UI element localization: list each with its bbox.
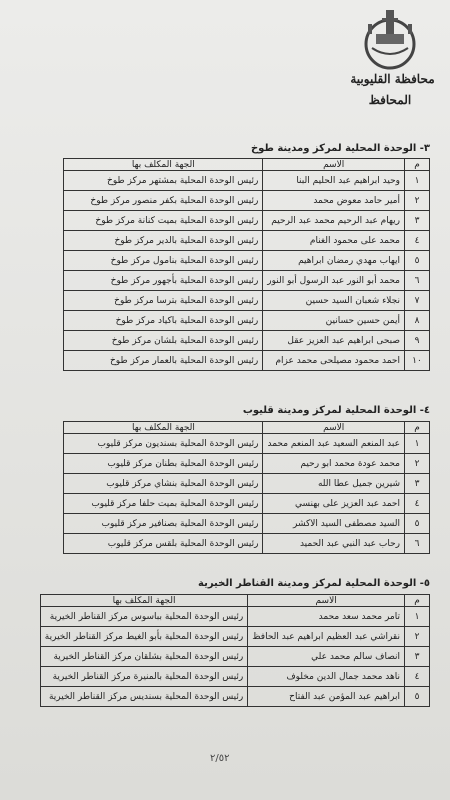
table-row [64,494,430,514]
row-number: ٣ [405,474,430,494]
row-number: ٣ [405,211,430,231]
person-name: محمد أبو النور عبد الرسول أبو النور [263,271,405,291]
row-number: ٤ [405,667,430,687]
person-name: انصاف سالم محمد علي [248,647,405,667]
header-num: م [405,595,430,607]
header-num: م [405,422,430,434]
table-row [64,311,430,331]
person-name: شيرين جميل عطا الله [263,474,405,494]
section-title-qanater: ٥- الوحدة المحلية لمركز ومدينة القناطر الخيرية [198,578,430,589]
row-number: ٣ [405,647,430,667]
assigned-entity: رئيس الوحدة المحلية بصنافير مركز قليوب [64,514,263,534]
person-name: ريهام عبد الرحيم محمد عبد الرحيم [263,211,405,231]
person-name: ناهد محمد جمال الدين مخلوف [248,667,405,687]
header-entity: الجهة المكلف بها [40,595,247,607]
assigned-entity: رئيس الوحدة المحلية بطنان مركز قليوب [64,454,263,474]
person-name: تامر محمد سعد محمد [248,607,405,627]
section-title-qalyub: ٤- الوحدة المحلية لمركز ومدينة قليوب [242,405,430,416]
table-header-row [64,422,430,434]
table-row [64,331,430,351]
row-number: ٢ [405,627,430,647]
table-row [64,291,430,311]
row-number: ١ [405,171,430,191]
person-name: ابراهيم عبد المؤمن عبد الفتاح [248,687,405,707]
governorate-logo-icon [358,4,422,72]
assigned-entity: رئيس الوحدة المحلية بالعمار مركز طوخ [64,351,263,371]
table-header-row [64,159,430,171]
assigned-entity: رئيس الوحدة المحلية بشلقان مركز القناطر الخيرية [40,647,247,667]
row-number: ٥ [405,251,430,271]
assigned-entity: رئيس الوحدة المحلية بلقس مركز قليوب [64,534,263,554]
assigned-entity: رئيس الوحدة المحلية بباسوس مركز القناطر الخيرية [40,607,247,627]
table-row [64,211,430,231]
page-number: ٢/٥٢ [210,753,230,764]
header-name: الاسم [263,422,405,434]
person-name: ايهاب مهدي رمضان ابراهيم [263,251,405,271]
person-name: احمد محمود مصيلحى محمد عزام [263,351,405,371]
table-row [40,607,429,627]
assigned-entity: رئيس الوحدة المحلية بترسا مركز طوخ [64,291,263,311]
table-row [40,687,429,707]
row-number: ٩ [405,331,430,351]
person-name: محمد على محمود الغنام [263,231,405,251]
row-number: ٨ [405,311,430,331]
person-name: رحاب عبد النبي عبد الحميد [263,534,405,554]
assigned-entity: رئيس الوحدة المحلية بلشان مركز طوخ [64,331,263,351]
assigned-entity: رئيس الوحدة المحلية بنشاي مركز قليوب [64,474,263,494]
row-number: ٦ [405,271,430,291]
header-name: الاسم [263,159,405,171]
header-num: م [405,159,430,171]
assigned-entity: رئيس الوحدة المحلية بمشتهر مركز طوخ [64,171,263,191]
table-row [64,434,430,454]
row-number: ٢ [405,454,430,474]
table-row [40,647,429,667]
person-name: عبد المنعم السعيد عبد المنعم محمد [263,434,405,454]
table-row [64,191,430,211]
table-row [64,171,430,191]
table-row [64,251,430,271]
row-number: ٤ [405,231,430,251]
table-row [64,351,430,371]
row-number: ٧ [405,291,430,311]
assigned-entity: رئيس الوحدة المحلية بأبو الغيط مركز القناطر الخيرية [40,627,247,647]
governor-title: المحافظ [368,93,412,107]
assigned-entity: رئيس الوحدة المحلية باكياد مركز طوخ [64,311,263,331]
assigned-entity: رئيس الوحدة المحلية بنامول مركز طوخ [64,251,263,271]
table-tukh [63,158,430,371]
row-number: ٢ [405,191,430,211]
assigned-entity: رئيس الوحدة المحلية بسنديون مركز قليوب [64,434,263,454]
person-name: وحيد ابراهيم عبد الحليم البنا [263,171,405,191]
table-row [40,627,429,647]
row-number: ٥ [405,687,430,707]
assigned-entity: رئيس الوحدة المحلية بكفر منصور مركز طوخ [64,191,263,211]
row-number: ١ [405,434,430,454]
letterhead [340,0,450,140]
table-qalyub [63,421,430,554]
person-name: صبحى ابراهيم عبد العزيز عقل [263,331,405,351]
person-name: محمد عودة محمد ابو رحيم [263,454,405,474]
header-entity: الجهة المكلف بها [64,422,263,434]
person-name: أيمن حسين حسانين [263,311,405,331]
assigned-entity: رئيس الوحدة المحلية بأجهور مركز طوخ [64,271,263,291]
table-header-row [40,595,429,607]
table-row [40,667,429,687]
person-name: السيد مصطفى السيد الاكشر [263,514,405,534]
person-name: أمير حامد معوض محمد [263,191,405,211]
row-number: ١٠ [405,351,430,371]
row-number: ٤ [405,494,430,514]
header-entity: الجهة المكلف بها [64,159,263,171]
row-number: ١ [405,607,430,627]
person-name: نقراشي عبد العظيم ابراهيم عبد الحافظ [248,627,405,647]
assigned-entity: رئيس الوحدة المحلية بميت كنانة مركز طوخ [64,211,263,231]
table-row [64,454,430,474]
section-title-tukh: ٣- الوحدة المحلية لمركز ومدينة طوخ [250,143,430,154]
assigned-entity: رئيس الوحدة المحلية بميت حلفا مركز قليوب [64,494,263,514]
table-row [64,474,430,494]
assigned-entity: رئيس الوحدة المحلية بسنديس مركز القناطر الخيرية [40,687,247,707]
table-row [64,514,430,534]
row-number: ٥ [405,514,430,534]
person-name: احمد عبد العزيز على بهنسي [263,494,405,514]
governorate-name: محافظة القليوبية [350,72,435,86]
table-row [64,231,430,251]
assigned-entity: رئيس الوحدة المحلية بالمنيرة مركز القناطر الخيرية [40,667,247,687]
table-row [64,534,430,554]
table-row [64,271,430,291]
person-name: نجلاء شعبان السيد حسين [263,291,405,311]
table-qanater [40,594,430,707]
header-name: الاسم [248,595,405,607]
assigned-entity: رئيس الوحدة المحلية بالدير مركز طوخ [64,231,263,251]
row-number: ٦ [405,534,430,554]
